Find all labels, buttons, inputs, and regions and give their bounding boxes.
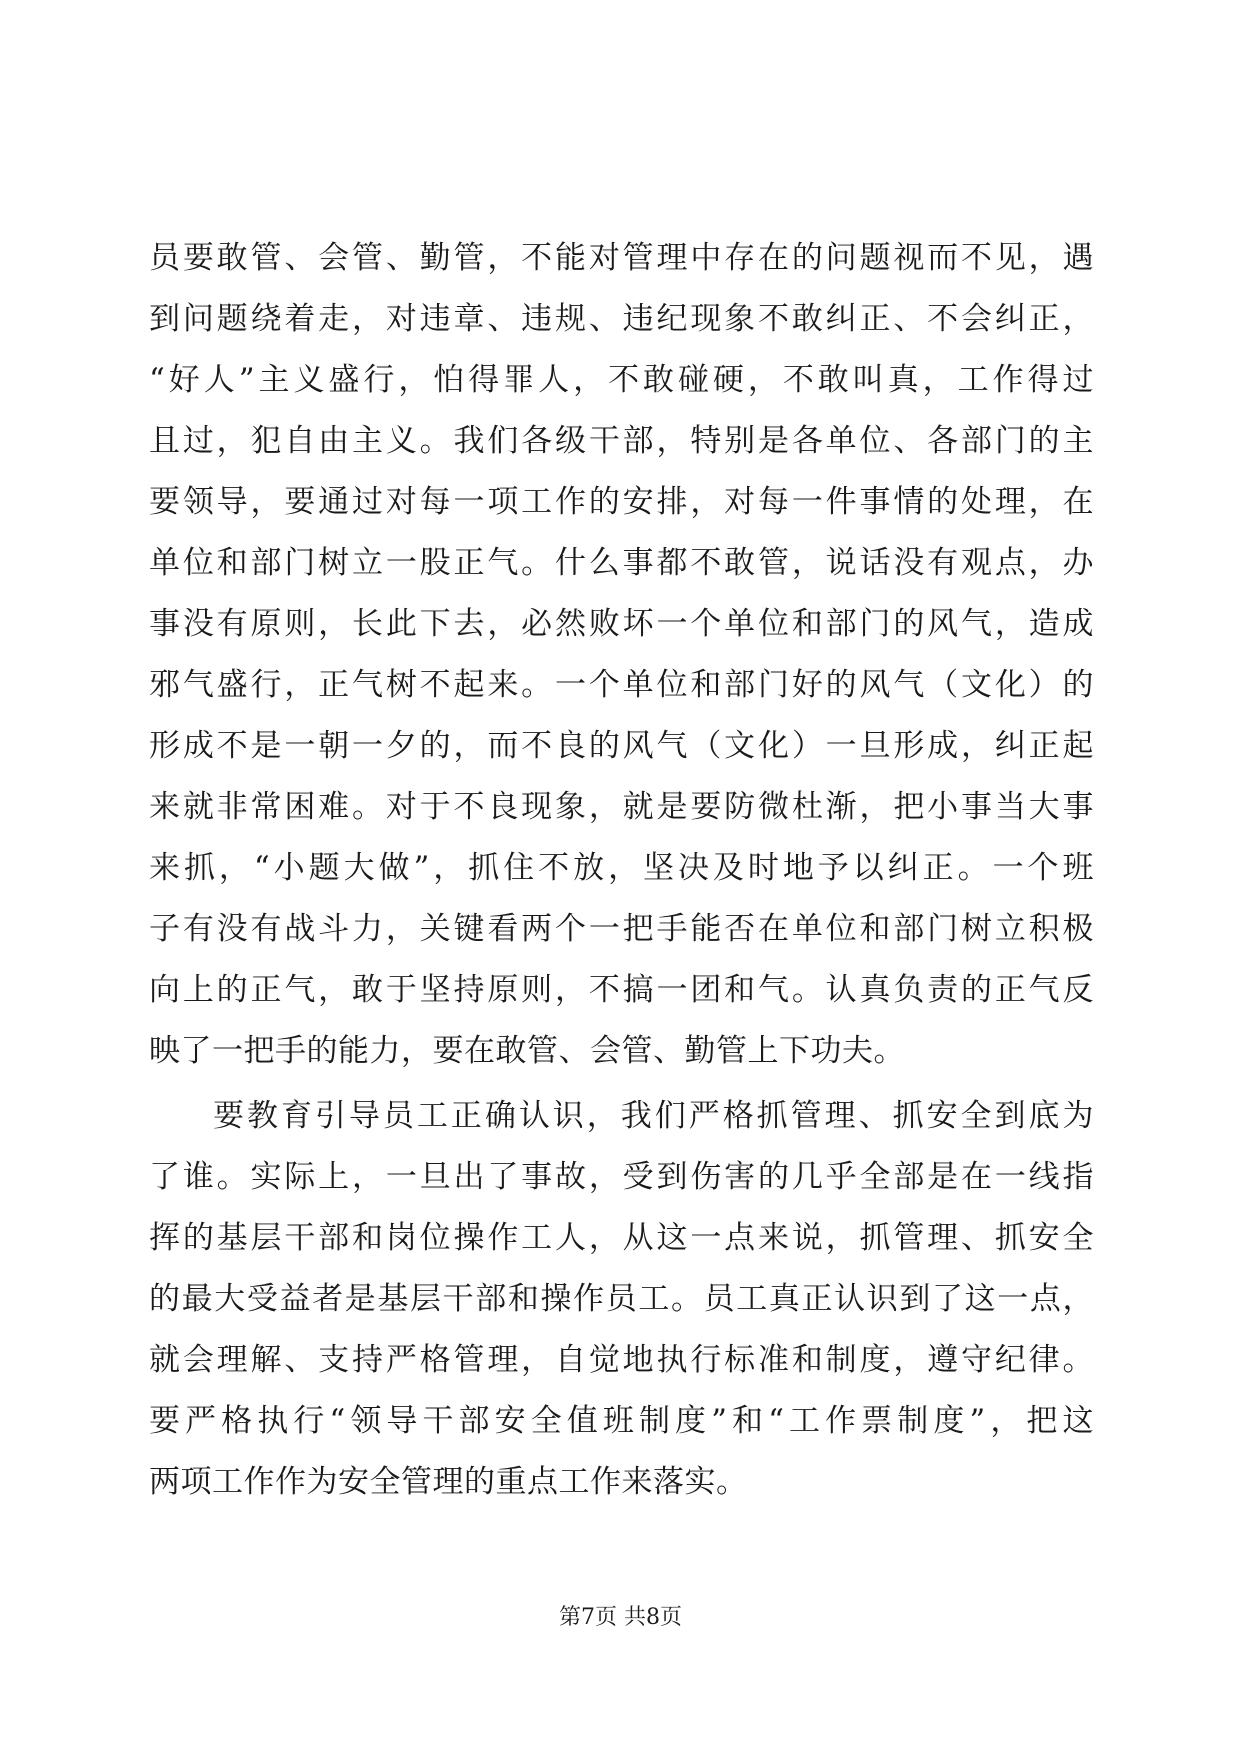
text-line: 了谁。实际上，一旦出了事故，受到伤害的几乎全部是在一线指 <box>149 1159 1094 1195</box>
text-line: 单位和部门树立一股正气。什么事都不敢管，说话没有观点，办 <box>149 545 1094 581</box>
text-line: 事没有原则，长此下去，必然败坏一个单位和部门的风气，造成 <box>149 606 1094 642</box>
text-line: 员要敢管、会管、勤管，不能对管理中存在的问题视而不见，遇 <box>149 240 1094 276</box>
text-line: 邪气盛行，正气树不起来。一个单位和部门好的风气（文化）的 <box>149 667 1094 703</box>
text-line: 来就非常困难。对于不良现象，就是要防微杜渐，把小事当大事 <box>149 789 1094 825</box>
text-line: 要教育引导员工正确认识，我们严格抓管理、抓安全到底为 <box>213 1098 1094 1134</box>
text-line: 挥的基层干部和岗位操作工人，从这一点来说，抓管理、抓安全 <box>149 1220 1094 1256</box>
text-line: 的最大受益者是基层干部和操作员工。员工真正认识到了这一点， <box>149 1281 1094 1317</box>
text-line: 向上的正气，敢于坚持原则，不搞一团和气。认真负责的正气反 <box>149 972 1094 1008</box>
text-line: 来抓，“小题大做”，抓住不放，坚决及时地予以纠正。一个班 <box>149 850 1094 886</box>
text-line: 两项工作作为安全管理的重点工作来落实。 <box>149 1464 748 1500</box>
text-line: “好人”主义盛行，怕得罪人，不敢碰硬，不敢叫真，工作得过 <box>149 362 1094 398</box>
text-line: 形成不是一朝一夕的，而不良的风气（文化）一旦形成，纠正起 <box>149 728 1094 764</box>
text-line: 映了一把手的能力，要在敢管、会管、勤管上下功夫。 <box>149 1033 905 1069</box>
text-line: 就会理解、支持严格管理，自觉地执行标准和制度，遵守纪律。 <box>149 1342 1094 1378</box>
text-line: 要领导，要通过对每一项工作的安排，对每一件事情的处理，在 <box>149 484 1094 520</box>
paragraph <box>149 228 1094 1082</box>
document-body <box>149 228 1094 1513</box>
text-line: 子有没有战斗力，关键看两个一把手能否在单位和部门树立积极 <box>149 911 1094 947</box>
text-line: 到问题绕着走，对违章、违规、违纪现象不敢纠正、不会纠正， <box>149 301 1094 337</box>
text-line: 且过，犯自由主义。我们各级干部，特别是各单位、各部门的主 <box>149 423 1094 459</box>
paragraph <box>149 1086 1094 1513</box>
page-footer: 第7页 共8页 <box>559 1605 682 1630</box>
text-line: 要严格执行“领导干部安全值班制度”和“工作票制度”，把这 <box>149 1403 1094 1439</box>
